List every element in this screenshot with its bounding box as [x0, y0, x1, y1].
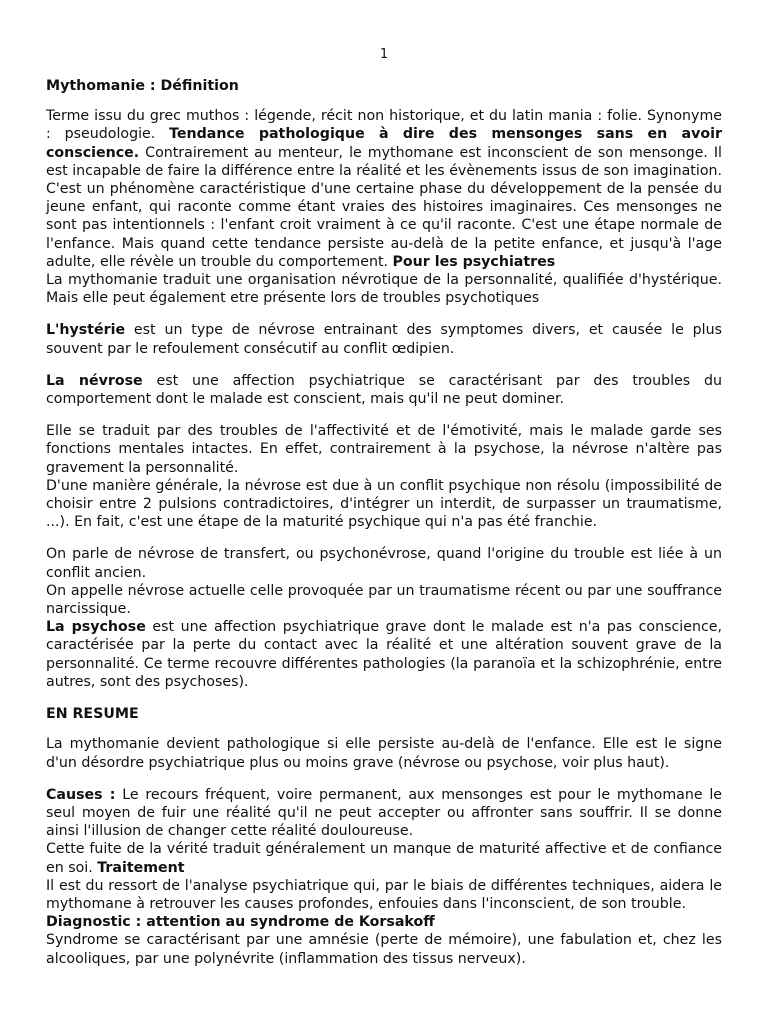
bold-text: Tendance pathologique à dire des mensonges sans en avoir conscience.: [46, 126, 722, 161]
paragraph-hysterie: [46, 321, 722, 357]
summary-heading: EN RESUME: [46, 706, 139, 723]
text-run: D'une manière générale, la névrose est due à un conflit psychique non résolu (impossibilité de choisir entre 2 pulsions contradictoires, d'intégrer un interdit, de surpasser un traumatisme, ...). En fait, c'est une étape de la maturité psychique qui n'a pas été franchie.: [46, 477, 722, 531]
text-run: Cette fuite de la vérité traduit généralement un manque de maturité affective et de confiance en soi.: [46, 841, 722, 876]
text-run: On appelle névrose actuelle celle provoquée par un traumatisme récent ou par une souffrance narcissique.: [46, 582, 722, 618]
paragraph-nevrose: [46, 372, 722, 408]
text-run: Syndrome se caractérisant par une amnésie (perte de mémoire), une fabulation et, chez les alcooliques, par une polynévrite (inflammation des tissus nerveux).: [46, 932, 722, 967]
term-causes: Causes :: [46, 786, 116, 803]
text-run: Le recours fréquent, voire permanent, aux mensonges est pour le mythomane le seul moyen de fuir une réalité qu'il ne peut accepter ou affronter sans souffrir. Il se donne ainsi l'illusion de changer cette réalité douloureuse.: [46, 786, 722, 840]
term-hysterie: L'hystérie: [46, 322, 126, 339]
text-run: Elle se traduit par des troubles de l'affectivité et de l'émotivité, mais le malade garde ses fonctions mentales intactes. En effet, contrairement à la psychose, la névrose n'altère pas gravement la personnalité.: [46, 423, 722, 476]
text-run: est une affection psychiatrique grave dont le malade est n'a pas conscience, caractérisée par la perte du contact avec la réalité et une altération souvent grave de la personnalité. Ce terme recouvre différentes pathologies (la paranoïa et la schizophrénie, entre autres, sont des psychoses).: [46, 619, 722, 690]
text-run: La mythomanie traduit une organisation névrotique de la personnalité, qualifiée d'hystérique. Mais elle peut également etre présente lors de troubles psychotiques: [46, 272, 722, 307]
text-run: est un type de névrose entrainant des symptomes divers, et causée le plus souvent par le refoulement consécutif au conflit œdipien.: [46, 322, 722, 357]
term-psychose: La psychose: [46, 619, 146, 636]
document-body: [46, 77, 722, 968]
page-number: 1: [379, 47, 389, 62]
text-run: est une affection psychiatrique se caractérisant par des troubles du comportement dont le malade est conscient, mais qu'il ne peut dominer.: [46, 372, 722, 408]
paragraph-causes: [46, 786, 722, 968]
page-title: Mythomanie : Définition: [46, 78, 239, 94]
paragraph-psychose: [46, 545, 722, 691]
text-run: Terme issu du grec muthos : légende, récit non historique, et du latin mania : folie. Synonyme : pseudologie.: [46, 108, 722, 143]
text-run: Contrairement au menteur, le mythomane est inconscient de son mensonge. Il est incapable de faire la différence entre la réalité et les évènements issus de son imagination. C'est un phénomène caractéristique d'une certaine phase du développement de la pensée du jeune enfant, qui raconte comme étant vraies des histoires imaginaires. Ces mensonges ne sont pas intentionnels : l'enfant croit vraiment à ce qu'il raconte. C'est une étape normale de l'enfance. Mais quand cette tendance persiste au-delà de la petite enfance, et jusqu'à l'age adulte, elle révèle un trouble du comportement.: [46, 144, 722, 270]
term-traitement: Traitement: [97, 859, 185, 876]
paragraph-nevrose-details: [46, 422, 722, 531]
paragraph-summary: La mythomanie devient pathologique si elle persiste au-delà de l'enfance. Elle est le signe d'un désordre psychiatrique plus ou moins grave (névrose ou psychose, voir plus haut).: [46, 736, 722, 771]
text-run: Il est du ressort de l'analyse psychiatrique qui, par le biais de différentes techniques, aidera le mythomane à retrouver les causes profondes, enfouies dans l'inconscient, de son trouble.: [46, 877, 722, 912]
paragraph-definition: [46, 107, 722, 307]
text-run: On parle de névrose de transfert, ou psychonévrose, quand l'origine du trouble est liée à un conflit ancien.: [46, 546, 722, 581]
bold-text: Pour les psychiatres: [392, 253, 556, 270]
term-nevrose: La névrose: [46, 372, 143, 389]
term-diagnostic: Diagnostic : attention au syndrome de Korsakoff: [46, 914, 435, 931]
